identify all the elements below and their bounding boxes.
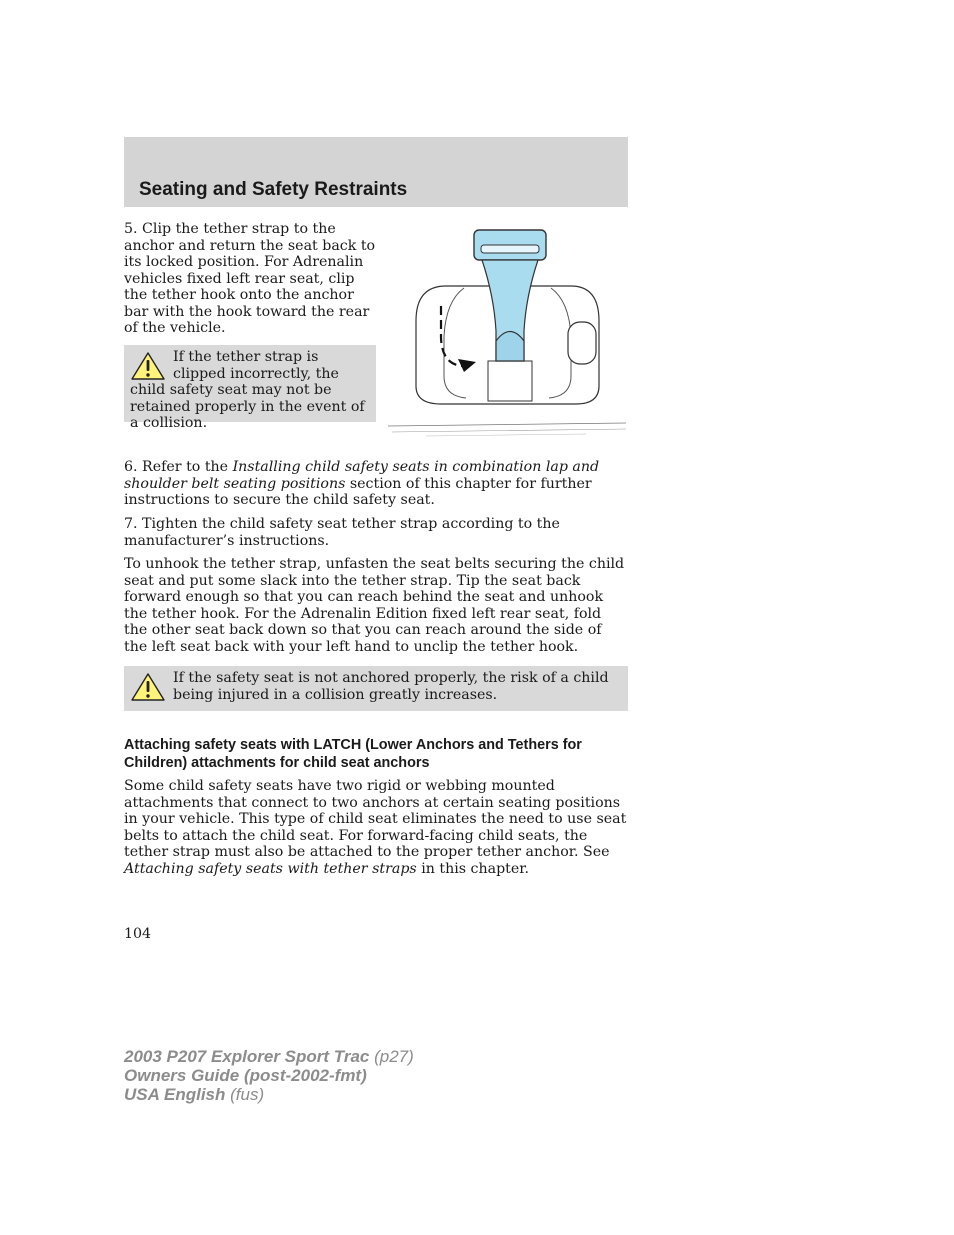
latch-body-suffix: in this chapter.	[416, 860, 530, 877]
latch-paragraph	[124, 778, 634, 877]
latch-heading: Attaching safety seats with LATCH (Lower Anchors and Tethers for Children) attachments for child seat anchors	[124, 737, 582, 771]
footer-guide: Owners Guide (post-2002-fmt)	[124, 1066, 367, 1085]
warning-text: If the tether strap is clipped incorrectly, the child safety seat may not be retained properly in the event of a collision.	[130, 349, 365, 431]
step-5-text: 5. Clip the tether strap to the anchor and return the seat back to its locked position. For Adrenalin vehicles fixed left rear seat, clip the tether hook onto the anchor bar with the hook toward the rear of the vehicle.	[124, 221, 376, 336]
footer-line-1	[124, 1047, 414, 1066]
step-6-suffix: section of this chapter for further instructions to secure the child safety seat.	[124, 475, 592, 508]
latch-body-prefix: Some child safety seats have two rigid or webbing mounted attachments that connect to two anchors at certain seating positions in your vehicle. This type of child seat eliminates the need to use seat belts to attach the child seat. For forward-facing child seats, the tether strap must also be attached to the proper tether anchor. See	[124, 778, 627, 860]
latch-body-reference: Attaching safety seats with tether straps	[124, 860, 417, 877]
step-6-reference: Installing child safety seats in combination lap and shoulder belt seating positions	[124, 459, 600, 492]
footer-line-2	[124, 1066, 414, 1085]
section-header-band	[124, 137, 628, 207]
warning-box-tether	[124, 345, 376, 431]
footer-language-code: (fus)	[225, 1085, 265, 1104]
warning-triangle-icon	[130, 672, 166, 702]
step-6-text	[124, 459, 628, 509]
footer-vehicle: 2003 P207 Explorer Sport Trac	[124, 1047, 370, 1066]
step-6-prefix: 6. Refer to the	[124, 459, 233, 475]
footer-language: USA English	[124, 1085, 226, 1104]
document-footer	[124, 1047, 414, 1104]
warning-box-anchoring	[124, 666, 628, 711]
footer-line-3	[124, 1085, 414, 1104]
warning-triangle-icon	[130, 351, 166, 381]
section-title: Seating and Safety Restraints	[139, 179, 408, 200]
unhook-paragraph: To unhook the tether strap, unfasten the seat belts securing the child seat and put some slack into the tether strap. Tip the seat back forward enough so that you can reach behind the seat and unhook the tether hook. For the Adrenalin Edition fixed left rear seat, fold the other seat back down so that you can reach around the side of the left seat back with your left hand to unclip the tether hook.	[124, 556, 625, 655]
step-7-text: 7. Tighten the child safety seat tether strap according to the manufacturer’s instructions.	[124, 516, 560, 549]
page-number: 104	[124, 926, 152, 942]
warning-text: If the safety seat is not anchored properly, the risk of a child being injured in a collision greatly increases.	[173, 670, 609, 703]
tether-anchor-illustration	[386, 226, 628, 438]
footer-page-code: (p27)	[369, 1047, 414, 1066]
